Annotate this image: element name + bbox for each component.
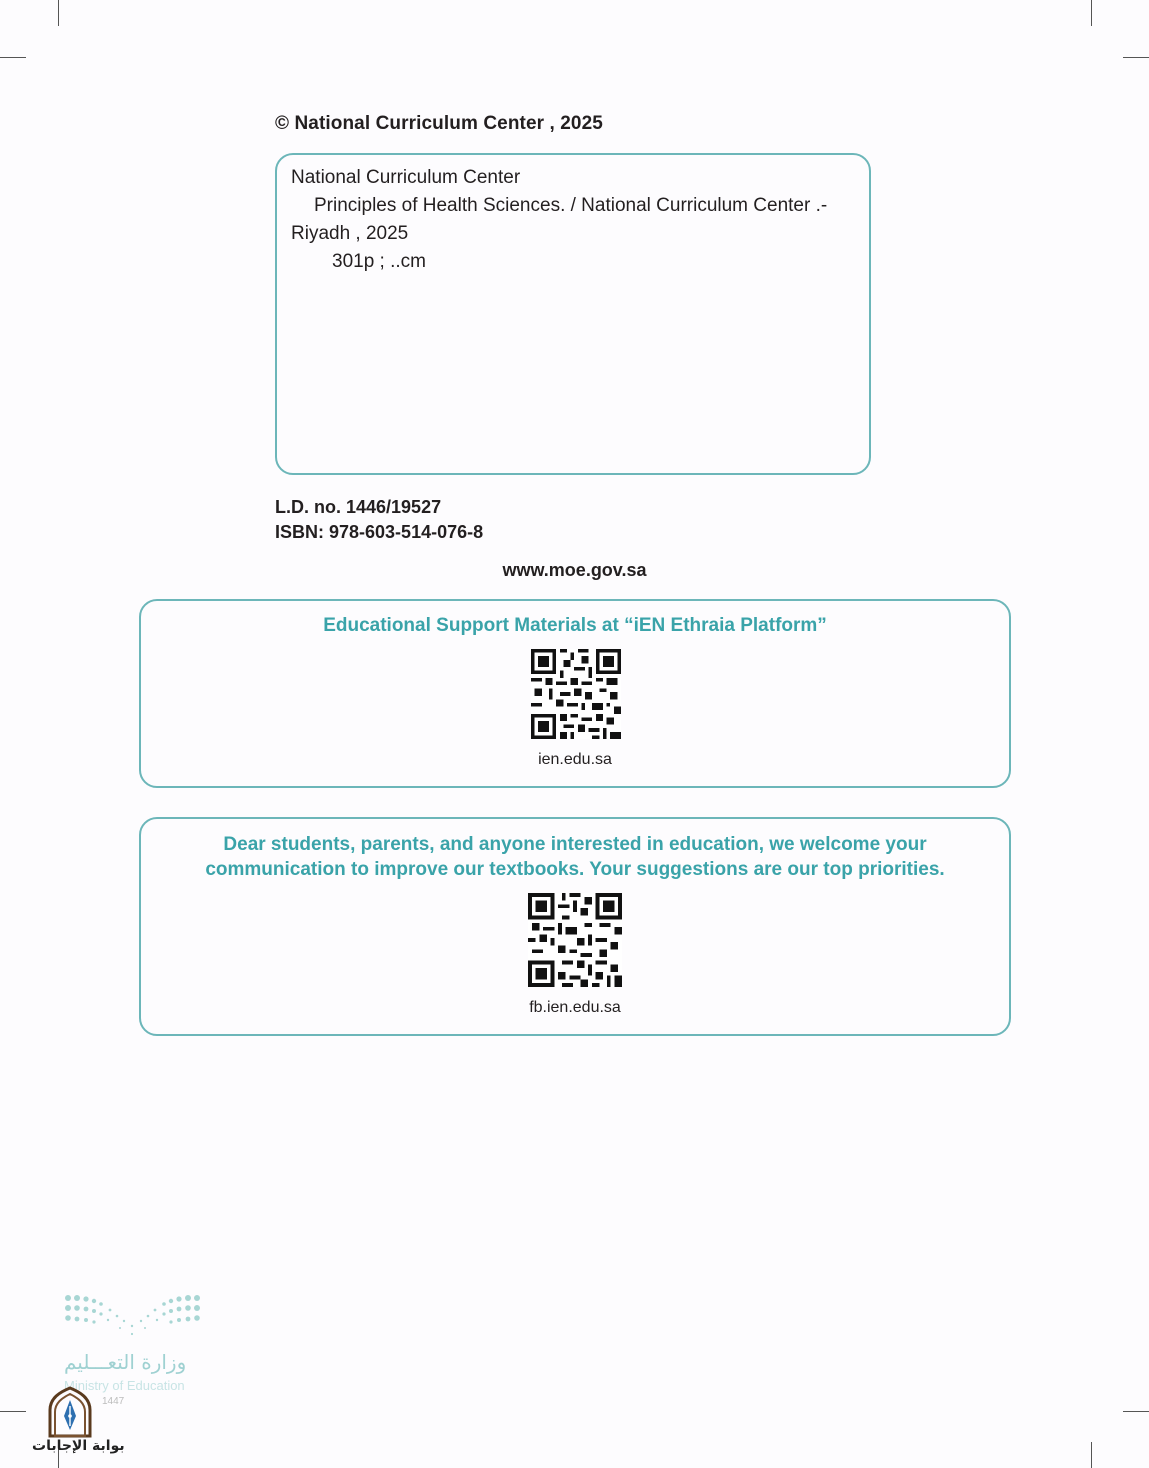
cip-author: National Curriculum Center: [291, 167, 521, 188]
mosque-arch-pen-icon: [46, 1386, 94, 1438]
cip-pages: 301p ; ..cm: [332, 251, 426, 272]
panel-title: [141, 832, 1009, 882]
panel-title: Educational Support Materials at “iEN Ethraia Platform”: [323, 615, 827, 636]
ministry-arabic-name: وزارة التعـــليم: [64, 1350, 187, 1374]
ministry-english-name: Ministry of Education: [64, 1378, 185, 1393]
crop-mark: [1123, 1411, 1149, 1412]
website-link[interactable]: www.moe.gov.sa: [502, 560, 647, 580]
crop-mark: [0, 57, 26, 58]
cataloging-in-publication-box: [275, 153, 871, 475]
legal-deposit-number: L.D. no. 1446/19527: [275, 497, 442, 517]
cip-title: Principles of Health Sciences. / National Curriculum Center .-: [314, 195, 828, 216]
crop-mark: [1091, 0, 1092, 26]
crop-mark: [1123, 57, 1149, 58]
ien-url[interactable]: ien.edu.sa: [538, 751, 612, 768]
panel-title-line: communication to improve our textbooks. Your suggestions are our top priorities.: [205, 859, 945, 880]
panel-title-line: Dear students, parents, and anyone interested in education, we welcome your: [223, 834, 927, 855]
feedback-panel: [139, 817, 1011, 1036]
crop-mark: [58, 0, 59, 26]
crop-mark: [1091, 1442, 1092, 1468]
crop-mark: [0, 1411, 26, 1412]
cip-place-year: Riyadh , 2025: [291, 223, 409, 244]
qr-code-icon[interactable]: [528, 893, 622, 987]
qr-code-icon[interactable]: [531, 649, 621, 739]
copyright-notice: © National Curriculum Center , 2025: [275, 113, 603, 134]
watermark-text: بوابة الإجابات: [32, 1438, 125, 1454]
support-materials-panel: [139, 599, 1011, 788]
ministry-logo-dots-icon: [60, 1290, 205, 1340]
feedback-url[interactable]: fb.ien.edu.sa: [529, 999, 621, 1016]
ministry-year: 1447: [102, 1396, 125, 1407]
isbn-number: ISBN: 978-603-514-076-8: [275, 522, 484, 542]
